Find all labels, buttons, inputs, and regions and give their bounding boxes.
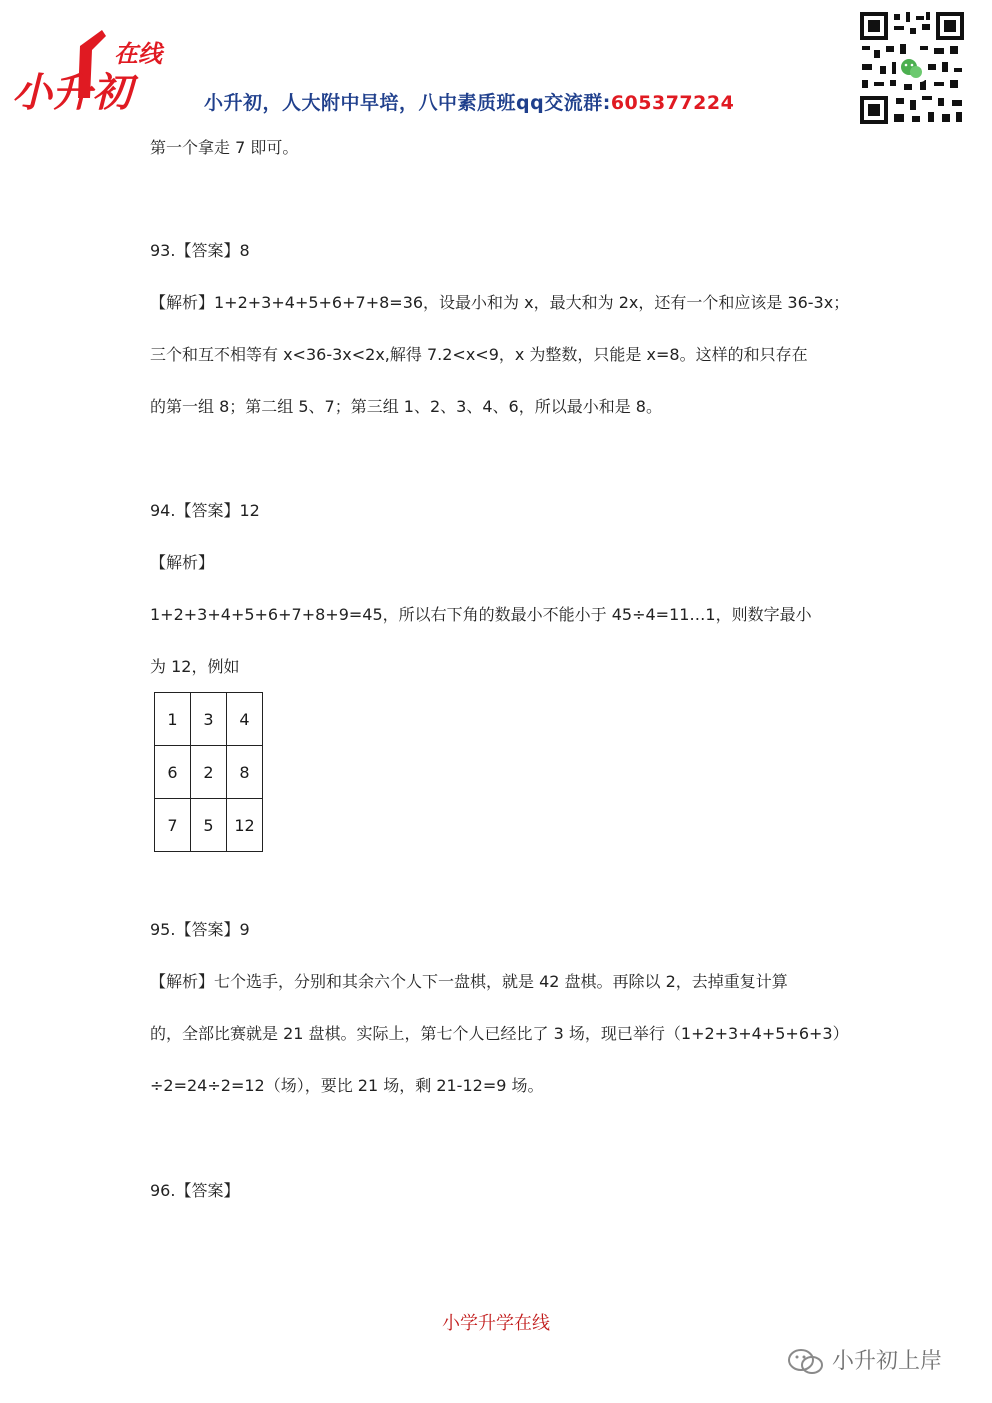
q94-explanation-line: 为 12，例如 xyxy=(150,657,240,676)
grid-cell: 5 xyxy=(191,799,227,852)
wechat-watermark xyxy=(786,1344,942,1377)
q94-explanation-label: 【解析】 xyxy=(150,553,215,572)
q94-answer-title: 94.【答案】12 xyxy=(150,501,260,520)
grid-row xyxy=(155,799,263,852)
intro-line: 第一个拿走 7 即可。 xyxy=(150,138,299,157)
watermark-text: 小升初上岸 xyxy=(832,1349,943,1374)
qr-code xyxy=(858,10,966,126)
grid-cell: 12 xyxy=(227,799,263,852)
logo-sub-text: 在线 xyxy=(114,40,162,68)
q95-explanation-line: 的，全部比赛就是 21 盘棋。实际上，第七个人已经比了 3 场，现已举行（1+2+3+4+5+6+3） xyxy=(150,1024,849,1043)
grid-cell: 8 xyxy=(227,746,263,799)
grid-cell: 3 xyxy=(191,693,227,746)
example-number-grid xyxy=(154,692,263,852)
qq-group-banner xyxy=(204,88,734,115)
footer-site-name: 小学升学在线 xyxy=(442,1313,550,1334)
q93-explanation-line: 三个和互不相等有 x<36-3x<2x,解得 7.2<x<9，x 为整数，只能是 x=8。这样的和只存在 xyxy=(150,345,808,364)
q95-explanation-line: 【解析】七个选手，分别和其余六个人下一盘棋，就是 42 盘棋。再除以 2，去掉重复计算 xyxy=(150,972,788,991)
q93-answer-title: 93.【答案】8 xyxy=(150,241,250,260)
q95-explanation-line: ÷2=24÷2=12（场），要比 21 场，剩 21-12=9 场。 xyxy=(150,1076,544,1095)
q93-explanation-line: 【解析】1+2+3+4+5+6+7+8=36，设最小和为 x，最大和为 2x，还有一个和应该是 36-3x； xyxy=(150,293,850,312)
logo-main-text: 小升初 xyxy=(12,70,132,116)
grid-row xyxy=(155,693,263,746)
q94-explanation-line: 1+2+3+4+5+6+7+8+9=45，所以右下角的数最小不能小于 45÷4=11…1，则数字最小 xyxy=(150,605,812,624)
grid-cell: 7 xyxy=(155,799,191,852)
brand-logo xyxy=(10,28,170,116)
q96-answer-title: 96.【答案】 xyxy=(150,1181,240,1200)
qq-group-number: 605377224 xyxy=(610,92,735,114)
q93-explanation-line: 的第一组 8；第二组 5、7；第三组 1、2、3、4、6，所以最小和是 8。 xyxy=(150,397,662,416)
grid-row xyxy=(155,746,263,799)
grid-cell: 6 xyxy=(155,746,191,799)
wechat-icon xyxy=(786,1347,826,1377)
qq-group-text: 小升初，人大附中早培，八中素质班qq交流群: xyxy=(204,92,611,114)
grid-cell: 4 xyxy=(227,693,263,746)
grid-cell: 2 xyxy=(191,746,227,799)
grid-cell: 1 xyxy=(155,693,191,746)
q95-answer-title: 95.【答案】9 xyxy=(150,920,250,939)
